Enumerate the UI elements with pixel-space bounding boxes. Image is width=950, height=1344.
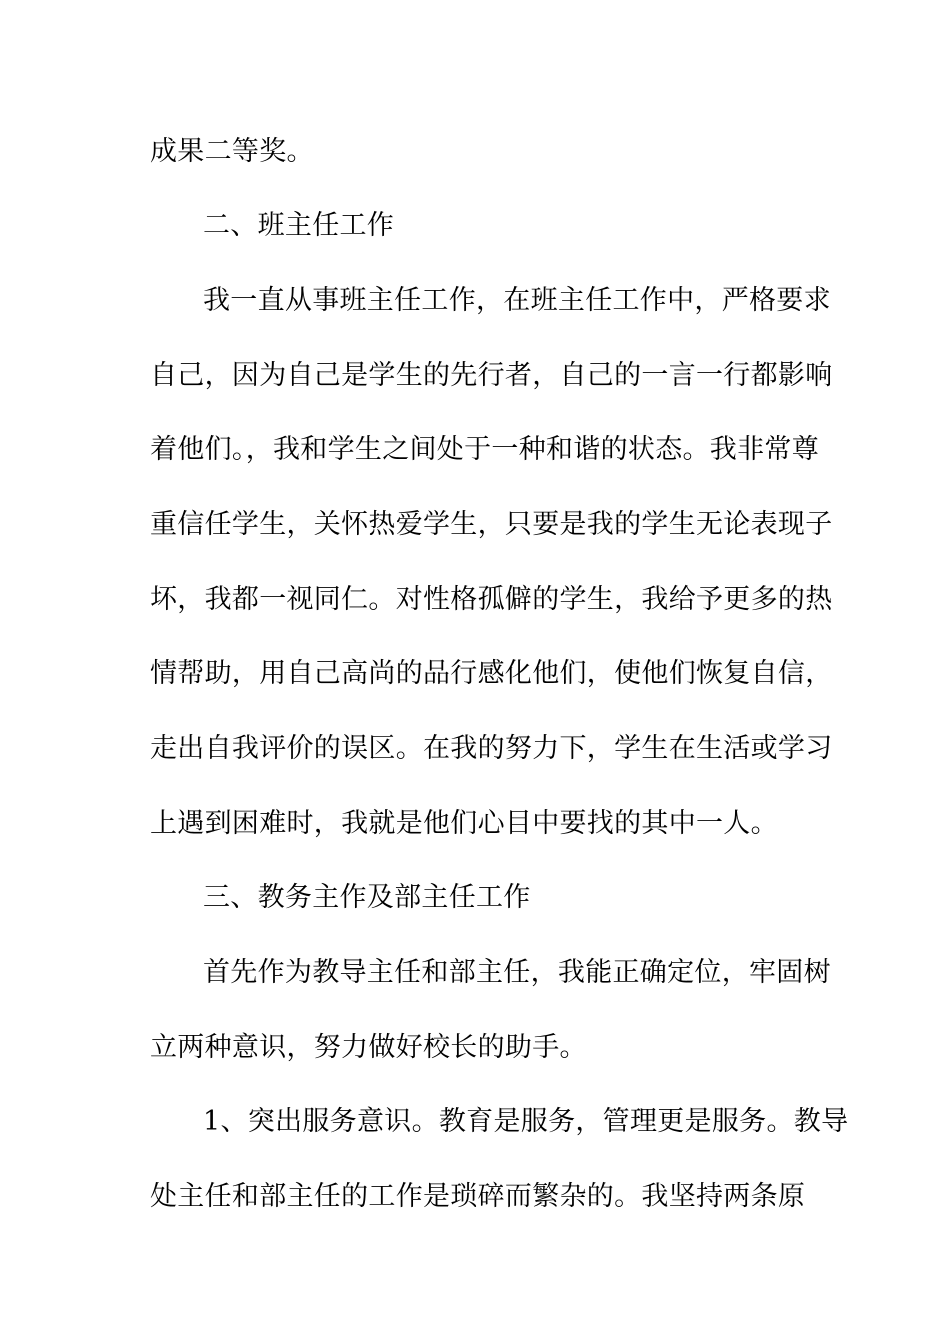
- text-line: 重信任学生，关怀热爱学生，只要是我的学生无论表现子: [150, 509, 833, 540]
- text-line: 立两种意识，努力做好校长的助手。: [150, 1032, 587, 1063]
- text-line: 坏，我都一视同仁。对性格孤僻的学生，我给予更多的热: [150, 584, 833, 615]
- text-line: 走出自我评价的误区。在我的努力下，学生在生活或学习: [150, 733, 833, 764]
- text-line: 上遇到困难时，我就是他们心目中要找的其中一人。: [150, 808, 778, 839]
- text-line: 自己，因为自己是学生的先行者，自己的一言一行都影响: [150, 360, 833, 391]
- section-heading: 三、教务主作及部主任工作: [203, 882, 531, 913]
- text-line: 首先作为教导主任和部主任，我能正确定位，牢固树: [203, 957, 831, 988]
- text-line: 成果二等奖。: [150, 136, 314, 167]
- text-line: 我一直从事班主任工作，在班主任工作中，严格要求: [203, 285, 831, 316]
- text-line: 情帮助，用自己高尚的品行感化他们，使他们恢复自信，: [150, 658, 833, 689]
- text-line: 处主任和部主任的工作是琐碎而繁杂的。我坚持两条原: [150, 1181, 806, 1212]
- section-heading: 二、班主任工作: [203, 210, 395, 241]
- text-line: 着他们。，我和学生之间处于一种和谐的状态。我非常尊: [150, 434, 819, 465]
- text-line: 1、突出服务意识。教育是服务，管理更是服务。教导: [203, 1106, 849, 1137]
